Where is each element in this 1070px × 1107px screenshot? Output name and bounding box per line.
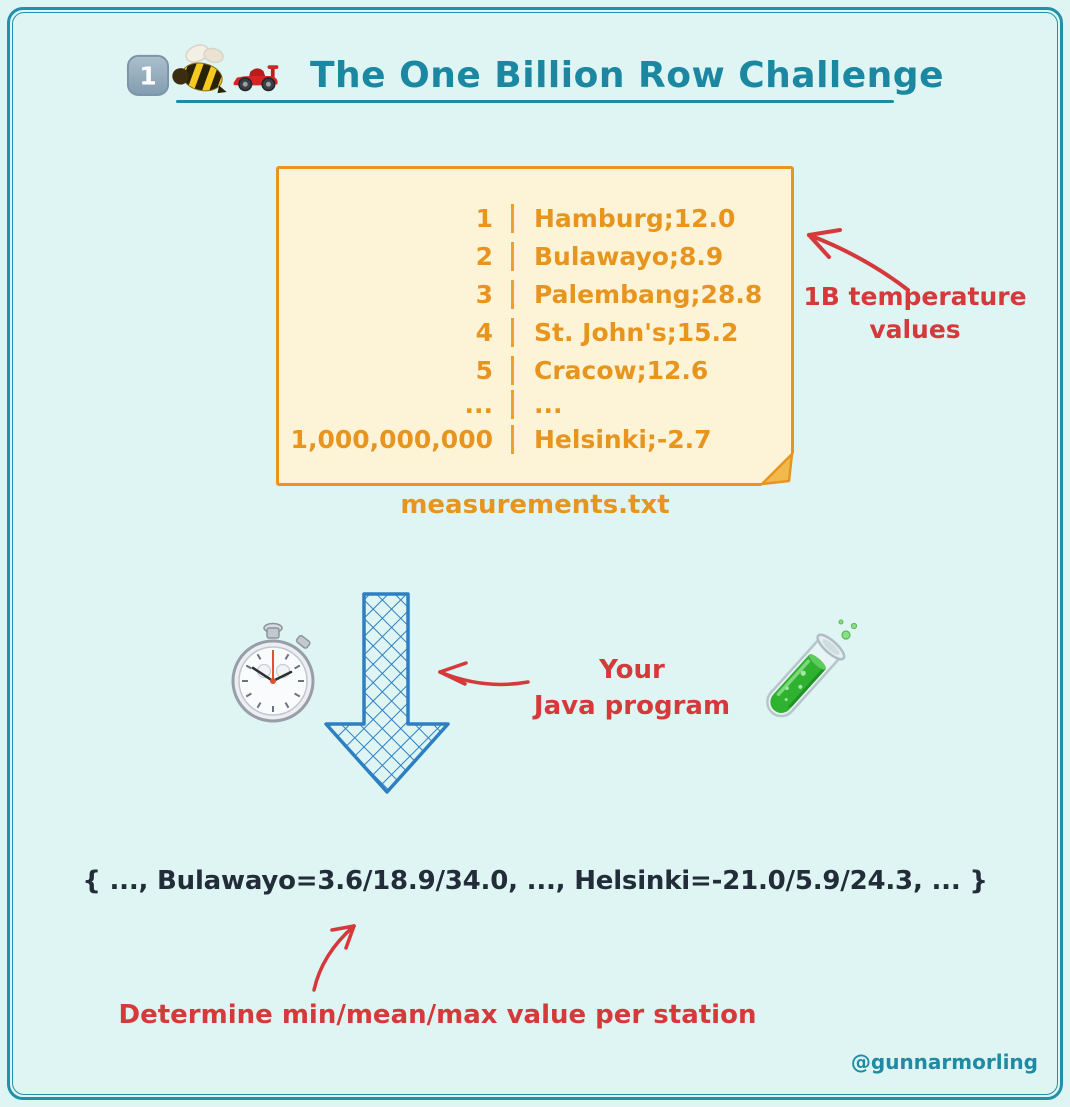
program-annotation [512,652,752,724]
file-row [279,389,791,420]
measurements-file-card [276,166,794,486]
row-value: Bulawayo;8.9 [534,241,724,271]
bee-icon [172,40,230,98]
row-value: ... [534,390,563,419]
result-output: { ..., Bulawayo=3.6/18.9/34.0, ..., Helsinki=-21.0/5.9/24.3, ... } [82,866,988,896]
test-tube-icon [733,612,863,747]
row-value: St. John's;15.2 [534,317,739,347]
row-value: Helsinki;-2.7 [534,424,712,454]
page-title: The One Billion Row Challenge [309,55,944,96]
line-number: 3 [279,280,514,309]
line-number: ... [279,390,514,419]
line-number: 4 [279,318,514,347]
values-annotation: 1B temperature values [803,282,1027,344]
determine-annotation: Determine min/mean/max value per station [118,1000,757,1030]
author-handle: @gunnarmorling [850,1050,1038,1074]
title-row [0,40,1070,98]
line-number: 1 [279,204,514,233]
filename-label: measurements.txt [400,490,670,520]
stopwatch-icon [226,620,320,726]
line-number: 5 [279,356,514,385]
down-arrow-hatched-icon [318,590,498,800]
title-emojis [126,40,280,98]
program-annotation-line1: Your [599,655,665,685]
program-annotation-line2: Java program [533,691,731,721]
keycap-one-icon [126,52,170,98]
page-fold-corner [760,452,794,486]
file-row [279,420,791,458]
row-value: Cracow;12.6 [534,355,709,385]
row-value: Palembang;28.8 [534,279,763,309]
file-row [279,351,791,389]
title-underline [176,100,894,103]
file-row [279,275,791,313]
file-row [279,237,791,275]
arrow-to-output-icon [298,916,376,996]
file-row [279,313,791,351]
line-number: 1,000,000,000 [279,425,514,454]
racing-car-icon [232,56,280,96]
row-value: Hamburg;12.0 [534,203,736,233]
line-number: 2 [279,242,514,271]
file-row [279,199,791,237]
svg-text:1: 1 [139,61,157,91]
